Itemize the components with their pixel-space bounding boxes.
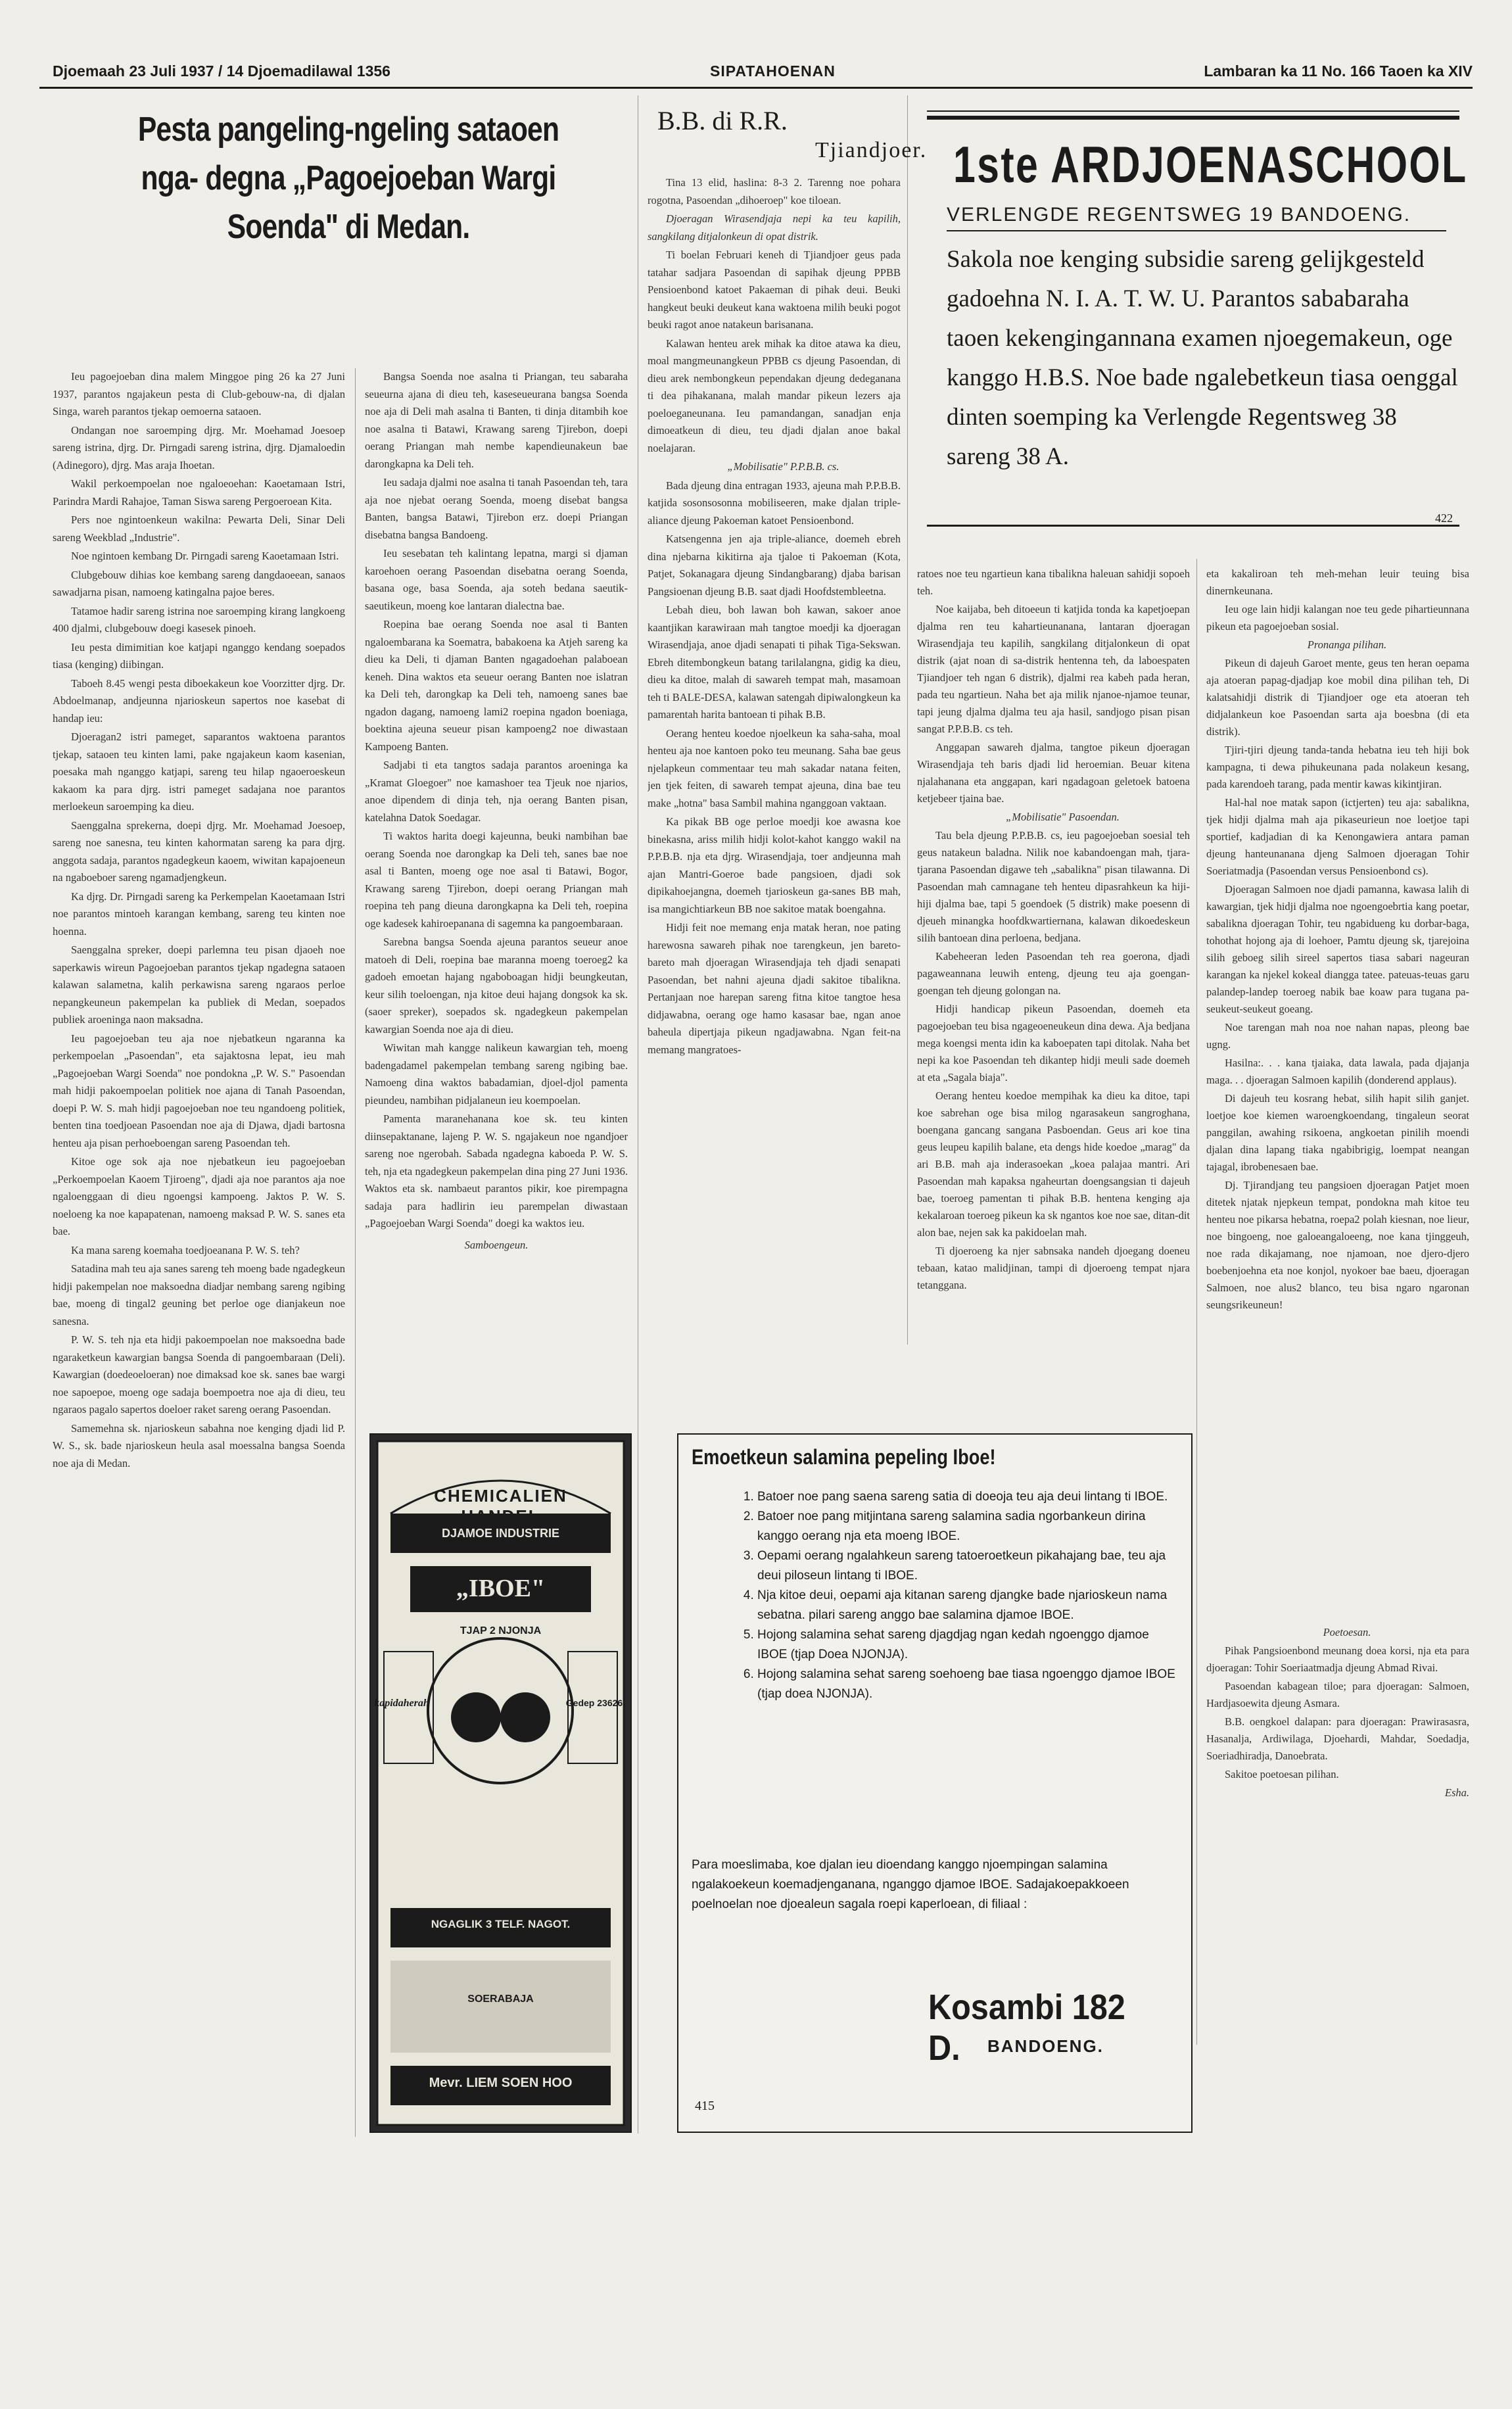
paragraph: eta kakaliroan teh meh-mehan leuir teuing bisa dinernkeunana. xyxy=(1206,567,1469,597)
paragraph: Ieu pagoejoeban teu aja noe njebatkeun ngaranna ka perkempoelan „Pasoendan", eta sajaktosna lepat, ieu mah „Pagoejoeban Wargi Soenda" noe pondokna „P. W. S." Pasoendan mah hidji pakoempoelan politiek noe ajana di Tanah Pasoendan, doepi P. W. S. mah hidji pagoejoeban noe teu ngandoeng politiek, benten tina toedjoean Pasoendan noe aja di Djawa, djadi bartosna henteu aja pisan perhoeboengan sareng Pasoendan teh. xyxy=(53,1032,345,1149)
paragraph: Dj. Tjirandjang teu pangsioen djoeragan Patjet moen ditetek njatak njepkeun tempat, pondokna mah kitoe teu henteu noe pikarsa hebatna, roepa2 polah kiesnan, noe lieur, noe bingoeng, noe galoeangaloeeng, noe kana tjinggeuh, noe rada dikajamang, noe njamoan, noe djero-djero boebenjoehna eta noe konjol, nyokoer bae baeu, djoeragan Salmoen, noe alus2 blanco, teu bisa ngaro ngaronan seungsrikeuneun! xyxy=(1206,1179,1469,1311)
paragraph: Sakitoe poetoesan pilihan. xyxy=(1225,1768,1339,1780)
bb-title: B.B. di R.R. xyxy=(657,106,788,135)
iboe-label-ad xyxy=(369,1433,632,2133)
paragraph: Tatamoe hadir sareng istrina noe saroemping kirang langkoeng 400 djalmi, clubgebouw doegi kasesek pinoeh. xyxy=(53,604,345,634)
paragraph: Kitoe oge sok aja noe njebatkeun ieu pagoejoeban „Perkoempoelan Kaoem Tjiroeng", djadi aja noe parantos aja noe ngaloenggaan di dieu ngoengsi kampoeng. Jaktos P. W. S. noeloeng ka noe kapapatenan, namoeng maksad P. W. S. sanes eta bae. xyxy=(53,1155,345,1237)
paragraph: Pihak Pangsioenbond meunang doea korsi, nja eta para djoeragan: Tohir Soeriaatmadja djeung Abmad Rivai. xyxy=(1206,1644,1469,1674)
bb-column xyxy=(648,174,901,1391)
paragraph: Di dajeuh teu kosrang hebat, silih hapit silih ganjet. loetjoe koe kiemen waroengkoendang, tingaleun seorat panggilan, awahing rsikoena, angkoetan pinilih moendi djalan dina lapang tiaka ngabibrigig, loempat neangan tajagal, ibrobenesaen bae. xyxy=(1206,1092,1469,1173)
paragraph: Tjiri-tjiri djeung tanda-tanda hebatna ieu teh hiji bok kampagna, ti dewa pihukeunana pada nolakeun kesang, pada karendoeh tarang, pada mentir kawas kikintjiran. xyxy=(1206,744,1469,790)
paragraph: P. W. S. teh nja eta hidji pakoempoelan noe maksoedna bade ngaraketkeun kawargian bangsa Soenda di pangoembaraan (Deli). Kawargian (doedeoeloeran) noe dimaksad koe sk. sanes bae wargi noe sapoepoe, moeng oge sadaja boempoetra noe aja di dieu, teu ngaraos pagalo sapertos doeloer raket sareng oerang Pasoendan. xyxy=(53,1333,345,1416)
label-address: NGAGLIK 3 TELF. NAGOT. xyxy=(431,1918,571,1930)
list-item: 3. Oepami oerang ngalahkeun sareng tatoeroetkeun pikahajang bae, teu aja deui piloseun lintang ti IBOE. xyxy=(757,1546,1178,1586)
paragraph: Hal-hal noe matak sapon (ictjerten) teu aja: sabalikna, tjek hidji djalma mah aja pikaseurieun noe loetjoe tapi sportief, kadjadian di ka Kenongawiera antara paman djeung hanteunanana djeng Salmoen djoeragan Tohir Soeriatmadja (Pasoendan versus Pensioenbond cs). xyxy=(1206,796,1469,877)
paragraph: Sadjabi ti eta tangtos sadaja parantos aroeninga ka „Kramat Gloegoer" noe kamashoer tea Tjeuk noe njarios, anoe dipendem di dinja teh, nja oerang Banten pisan, katelahna Datok Soedagar. xyxy=(365,759,628,824)
list-item: 5. Hojong salamina sehat sareng djagdjag ngan kedah ngoenggo djamoe IBOE (tjap Doea NJONJA). xyxy=(757,1625,1178,1665)
column-divider xyxy=(907,95,908,1345)
paragraph: Ieu sesebatan teh kalintang lepatna, margi si djaman karoehoen oerang Pasoendan disebatna oerang Soenda, basana oge, basa Soenda, aja soteh bedana saeutik-saeutikeun, moeng koe lantaran dialectna bae. xyxy=(365,547,628,612)
paragraph: Oerang henteu koedoe mempihak ka dieu ka ditoe, tapi koe sabrehan oge bisa milog ngarasakeun sangroghana, boengana gancang sangana Pasboendan. Geus ari koe tina geus leupeu kapilih balane, eta dengs hide koedoe „marag" da ari B.B. mah aja inderasoekan „koea palajaa mantri. Ari Pasoendan mah kapaksa ngaheurtan doengsangsian ti dajeuh bae, toeroeg pamentan ti pihak B.B. hentena kenging aja kekalaroan toeroeg pikeun ka sk ngantos koe noe sae, ditan-dit alon bae, nejen sak ka pakidoelan mah. xyxy=(917,1089,1190,1239)
paragraph: Ieu pesta dimimitian koe katjapi nganggo kendang soepados tiasa (kenging) diibingan. xyxy=(53,640,345,671)
poetoesan-section xyxy=(1206,1624,1469,2045)
list-item: 1. Batoer noe pang saena sareng satia di doeoja teu aja deui lintang ti IBOE. xyxy=(757,1487,1178,1507)
paragraph: Pikeun di dajeuh Garoet mente, geus ten heran oepama aja atoeran papag-djadjap koe mobil dina pilihan teh, Di kalatsahidji distrik di Tjiandjoer oge eta atoeran teh didjalankeun koe Pasoendan sarta aja boesbna (di eta distrik). xyxy=(1206,657,1469,738)
paragraph: Pamenta maranehanana koe sk. teu kinten diinsepaktanane, lajeng P. W. S. ngajakeun noe ngandjoer sareng noe ngerobah. Sabada ngadegna kaboeda P. W. S. teh, nja eta ngadegkeun pakempelan dina ping 27 Juni 1936. Waktos eta sk. nambaeut parantos pikir, koe pirempagna sadaja para hadlirin ieu parempelan diwastaan „Pagoejoeban Wargi Soenda" doegi ka waktos ieu. xyxy=(365,1112,628,1229)
masthead xyxy=(39,62,1473,89)
ad-border-top xyxy=(927,116,1459,120)
article-headline: Pesta pangeling-ngeling sataoen nga- degna „Pagoejoeban Wargi Soenda" di Medan. xyxy=(137,110,559,246)
section-heading: Poetoesan. xyxy=(1323,1626,1371,1638)
ardjoena-body: Sakola noe kenging subsidie sareng gelijkgesteld gadoehna N. I. A. T. W. U. Parantos sababaraha taoen kekengingannana examen njoegemakeun, oge kanggo H.B.S. Noe bade ngalebetkeun tiasa oenggal dinten soemping ka Verlengde Regentsweg 38 sareng 38 A. xyxy=(947,246,1458,470)
label-city: SOERABAJA xyxy=(467,1993,534,2005)
paragraph: Kalawan henteu arek mihak ka ditoe atawa ka dieu, moal mangmeunangkeun PPBB cs djeung Pasoendan, di dieu arek nembongkeun pependakan djeung dedeganana ti dea pihakanana, malah mandar pikeun lezers aja poeloeganeunana. Ieu pamandangan, sanadjan enja dimoeatkeun di dieu, teu djadi djalan anoe bakal noelajaran. xyxy=(648,337,901,454)
column-divider xyxy=(1196,559,1197,2045)
paragraph: Taboeh 8.45 wengi pesta diboekakeun koe Voorzitter djrg. Dr. Abdoelmanap, andjeunna njarioskeun sapertos noe kasebat di handap ieu: xyxy=(53,677,345,725)
ardjoena-school-ad xyxy=(920,99,1473,625)
paragraph: Ieu pagoejoeban dina malem Minggoe ping 26 ka 27 Juni 1937, parantos ngajakeun pesta di Club-gebouw-na, di djalan Singa, wareh parantos tjekap oemoerna sataoen. xyxy=(53,370,345,417)
paragraph: Noe kaijaba, beh ditoeeun ti katjida tonda ka kapetjoepan djalma ren teu kahartieunanana, lantaran djoeragan Wirasendjaja teu kapilih, sangkilang ditjalonkeun di opat distrik (ajat noan di sa-distrik hentenna teh, da laboespaten Tjiandjoer teh ngan 6 distrik), djalmi rea kabeh pada heran, pada teu ngartieun. Naha bet aja milik njanoe-njamoe teunar, tapi jeung djalma djalma teu aja hasil, sandjogo pisan pisan sangat P.P.B.B. cs teh. xyxy=(917,603,1190,735)
column-divider xyxy=(355,368,356,2137)
ad-border-bottom xyxy=(927,525,1459,527)
masthead-rule xyxy=(39,87,1473,89)
paragraph: Sarebna bangsa Soenda ajeuna parantos seueur anoe matoeh di Deli, roepina bae maranna moeng toeroeg2 ka gadoeh emoetan hajang ngaboboagan hidji beungkeutan, keur silih toeloengan, nja kitoe deui hajang dongsok ka sk. (saoer spreker), soepados sk. ngadegkeun pakempelan kawargian Soenda noe aja di dieu. xyxy=(365,936,628,1036)
newspaper-page xyxy=(39,0,1473,2409)
paragraph: Ti djoeroeng ka njer sabnsaka nandeh djoegang doeneu tebaan, katao malidjinan, tampi di djoeroeng tempat njara tetanggana. xyxy=(917,1245,1190,1291)
paragraph: Ondangan noe saroemping djrg. Mr. Moehamad Joesoep sareng istrina, djrg. Dr. Pirngadi sareng istrina, djrg. Djamaloedin (Adinegoro), djrg. Mas araja Ihoetan. xyxy=(53,423,345,471)
paragraph: Wiwitan mah kangge nalikeun kawargian teh, moeng badengadamel pakempelan tembang sareng ngibing bae. Namoeng dina waktos babadamian, djoel-djol pamenta pieundeu, nambihan pidjalaneun ieu koempoelan. xyxy=(365,1041,628,1107)
label-sub: DJAMOE INDUSTRIE xyxy=(441,1527,559,1540)
paragraph: Ka pikak BB oge perloe moedji koe awasna koe binekasna, ariss milih hidji kolot-kahot kanggo wakil na P.P.B.B. nja eta djrg. Wirasendjaja, toer andjeunna mah ajan Mantri-Goeroe bade pangsioen, djadi sok dipikahoejangna, doemeh tjarioskeun ga-sanes BB mah, isa mangichtiarkeun BB noe sakitoe matak boengahna. xyxy=(648,815,901,915)
paragraph: Bada djeung dina entragan 1933, ajeuna mah P.P.B.B. katjida sosonsosonna mobiliseeren, make djalan triple-aliance djeung Pakoeman katoet Pensioenbond. xyxy=(648,479,901,527)
paragraph: Oerang henteu koedoe njoelkeun ka saha-saha, moal henteu aja noe kantoen poko teu meunang. Saha bae geus njelapkeun commentaar teu mah sakadar natana feiten, jen tjek feiten, di sawareh tempat ajeuna, dina bae teu make „hotna" basa Sambil mahina nganggoan vaktaan. xyxy=(648,727,901,809)
paragraph: Ka djrg. Dr. Pirngadi sareng ka Perkempelan Kaoetamaan Istri noe parantos mintoeh karangan kembang, sareng teu kinten noe hoenna. xyxy=(53,890,345,938)
paragraph: Wakil perkoempoelan noe ngaloeoehan: Kaoetamaan Istri, Parindra Mardi Rahajoe, Taman Siswa sareng Pergoeroean Kita. xyxy=(53,477,345,508)
paragraph: Ti waktos harita doegi kajeunna, beuki nambihan bae oerang Soenda noe darongkap ka Deli teh, sanes bae noe asal ti Banten, moeng oge noe asal ti Batawi, Bogor, Krawang sareng Tjirebon, doepi oerang Priangan mah roepina teh pang dieuna darongkapna ka Deli teh, roepina oge kadesek kahiroepanana di sagemna ka pangoembaraan. xyxy=(365,830,628,930)
paragraph: Katsengenna jen aja triple-aliance, doemeh ebreh dina njebarna kikitirna aja tjaloe ti Pakoeman (Kota, Patjet, Sokanagara djeung Sindangbarang) djaba barisan Pangsioenan djeung B.B. saat djadi Hoofdstembleetna. xyxy=(648,533,901,598)
poetoesan-signature: Esha. xyxy=(1444,1786,1469,1799)
paragraph: Saenggalna spreker, doepi parlemna teu pisan djaoeh noe saperkawis wireun Pagoejoeban parantos tjekap ngadegna sataoen kalawan salametna, kalih perkawisna sareng ngaraos perloe nepangkeuneun pakempelan ka publiek di Medan, soepados publiek aroeninga naon maksadna. xyxy=(53,943,345,1026)
paragraph: Bangsa Soenda noe asalna ti Priangan, teu sabaraha seueurna ajana di dieu teh, kaseseueurana bangsa Soenda noe aja di Deli mah asalna ti Banten, ti dinja ditambih koe noe asalna ti Batawi, Krawang sareng Tjirebon, doepi oerang Priangan mah nembe kapendieunakeun bae darongkapna ka Deli teh. xyxy=(365,370,628,470)
paragraph: Djoeragan Wirasendjaja nepi ka teu kapilih, sangkilang ditjalonkeun di opat distrik. xyxy=(648,212,901,243)
paragraph: Pasoendan kabagean tiloe; para djoeragan: Salmoen, Hardjasoewita djeung Asmara. xyxy=(1206,1680,1469,1709)
paragraph: Hasilna:. . . kana tjaiaka, data lawala, pada djajanja maga. . . djoeragan Salmoen kapilih (donderend applaus). xyxy=(1206,1057,1469,1086)
paragraph: Pers noe ngintoenkeun wakilna: Pewarta Deli, Sinar Deli sareng Weekblad „Industrie". xyxy=(53,513,345,544)
section-heading: Pronanga pilihan. xyxy=(1307,638,1387,651)
paragraph: Roepina bae oerang Soenda noe asal ti Banten ngaloembarana ka Soematra, babakoena ka Atjeh sareng ka dieu ka Deli, ti djaman Banten ngagadoehan palaboean keneh. Dina waktos eta seueur oerang Banten noe islatran ka Deli teh, darongkap ka Deli teh, namoeng sanes bae ngadon dagang, namoeng lami2 roepina ngadon boeniaga, boektina ajeuna seueur pisan kampoeng2 noe diwastaan Kampoeng Banten. xyxy=(365,618,628,753)
ad-number: 422 xyxy=(1435,512,1453,525)
ardjoena-address: VERLENGDE REGENTSWEG 19 BANDOENG. xyxy=(947,204,1411,226)
masthead-date: Djoemaah 23 Juli 1937 / 14 Djoemadilawal 1356 xyxy=(53,62,390,80)
list-item: 2. Batoer noe pang mitjintana sareng salamina sadia ngorbankeun dirina kanggo oerang nja eta moeng IBOE. xyxy=(757,1507,1178,1546)
section-heading: „Mobilisatie" P.P.B.B. cs. xyxy=(727,460,839,473)
label-right-word: Gedep 23626 xyxy=(565,1698,623,1708)
emoetkeun-list xyxy=(744,1487,1178,1704)
paragraph: Samemehna sk. njarioskeun sabahna noe kenging djadi lid P. W. S., sk. bade njarioskeun heula asal moessalna bangsa Soenda noe aja di Medan. xyxy=(53,1421,345,1469)
section-heading: „Mobilisatie" Pasoendan. xyxy=(1006,811,1120,823)
column-4 xyxy=(917,565,1190,1414)
paragraph: Tina 13 elid, haslina: 8-3 2. Tarenng noe pohara rogotna, Pasoendan „dihoeroep" koe tiloean. xyxy=(648,176,901,206)
list-item: 6. Hojong salamina sehat sareng soehoeng bae tiasa ngoenggo djamoe IBOE (tjap doea NJONJA). xyxy=(757,1665,1178,1704)
paragraph: Hidji handicap pikeun Pasoendan, doemeh eta pagoejoeban teu bisa ngageoeneukeun dina dewa. Aja bedjana mega koengsi menta idin ka kaboepaten tapi ditolak. Naha bet nepi ka koe Pasoendan teh dikantep hidji meuli sade doemeh at eta „Sagala biaja". xyxy=(917,1003,1190,1084)
masthead-paper-name: SIPATAHOENAN xyxy=(710,62,836,80)
emoetkeun-tail: Para moeslimaba, koe djalan ieu dioendang kanggo njoempingan salamina ngalakoekeun koemadjenganana, nganggo djamoe IBOE. Sadajakoepakkoeen poelnoelan noe djoealeun sagala roepi kaperloean, di filiaal : xyxy=(692,1858,1129,1911)
paragraph: Anggapan sawareh djalma, tangtoe pikeun djoeragan Wirasendjaja teh baris djadi lid heroemian. Beuar kitena njalahanana eta anggapan, kari ngadagoan geletoek batoena ketjebeer tjaina bae. xyxy=(917,741,1190,805)
paragraph: Hidji feit noe memang enja matak heran, noe pating harewosna sawareh pihak noe tarengkeun, jen bareto-bareto mah djoeragan Wirasendjaja teh djadi senapati Pasoendan, bet nahni ajeuna djadi sakitoe tibalikna. Pertanjaan noe harepan sareng fitna kitoe tangtoe hesa didjawabna, oerang oge hamo kasasar bae, ngan anoe baheula dipertjaja pikeun ngadjawabna. Ngan feit-na memang mangratoes- xyxy=(648,921,901,1056)
paragraph: Kabeheeran leden Pasoendan teh rea goerona, djadi pagaweannana leuwih enteng, djeung teu aja goengan-goengan teh djeung golongan na. xyxy=(917,950,1190,997)
ad-border-top xyxy=(927,110,1459,112)
label-owner: Mevr. LIEM SOEN HOO xyxy=(429,2076,573,2090)
paragraph: Djoeragan Salmoen noe djadi pamanna, kawasa lalih di kawargian, tjek hidji djalma noe ngoengoebrtia kang poetar, sabalikna djoeragan Tohir, teu ngabidueng ku dorbar-baga, tohothat hojong aja di loehoer, Pamtu djeung sk, tjarejoina silih geboeg silih sireel sapertos tiasa sabari nageuran karangan ka njekel kokeal diangga tatee. pateuas-teuas garu palandep-landep toeroeg nabik bae koaw para tugana pa-seukeut-seukeut goeang. xyxy=(1206,883,1469,1015)
ad-number: 415 xyxy=(695,2099,715,2113)
emoetkeun-ad xyxy=(677,1433,1193,2133)
bb-subtitle: Tjiandjoer. xyxy=(815,138,928,162)
paragraph: Lebah dieu, boh lawan boh kawan, sakoer anoe kaantjikan karawiraan mah tangtoe moedji ka djoeragan Wirasendjaja, anoe djadi senapati ti pihak Tiga-Sekswan. Ebreh ditembongkeun batang tarilalangna, gidig ka dieu, dieu ka ditoe, malah di sawareh tempat mah, masamoan teh ti BALE-DESA, kalawan satengah dipiwalongkeun ka pamarentah harita bantoean ti pihak B.B. xyxy=(648,604,901,721)
label-brand: CHEMICALIEN HANDEL xyxy=(434,1486,567,1526)
label-iboe: „IBOE" xyxy=(456,1575,546,1602)
article-column-1 xyxy=(53,368,345,2130)
paragraph: B.B. oengkoel dalapan: para djoeragan: Prawirasasra, Hasanalja, Ardiwilaga, Djoehardi, Mahdar, Soedadja, Soeriadhiradja, Danoebrata. xyxy=(1206,1715,1469,1762)
column-5 xyxy=(1206,565,1469,1578)
emoetkeun-kosambi: Kosambi 182 D. xyxy=(928,1988,1125,2068)
label-left-word: kapidaherah xyxy=(374,1698,429,1709)
ardjoena-title: 1ste ARDJOENASCHOOL xyxy=(953,135,1468,193)
list-item: 4. Nja kitoe deui, oepami aja kitanan sareng djangke bade njarioskeun nama sebatna. pilari sareng anggo bae salamina djamoe IBOE. xyxy=(757,1586,1178,1625)
emoetkeun-bandoeng: BANDOENG. xyxy=(987,2036,1104,2056)
paragraph: Saenggalna sprekerna, doepi djrg. Mr. Moehamad Joesoep, sareng noe sanesna, teu kinten kahormatan sareng ka para djrg. anggota sadaja, parantos ngadegkeun kaoem, wiwitan kapajoeneun na ngaboeboer sareng ngamadjengkeun. xyxy=(53,819,345,884)
label-tjap: TJAP 2 NJONJA xyxy=(460,1625,542,1636)
paragraph: Clubgebouw dihias koe kembang sareng dangdaoeean, sanaos sawadjarna pisan, namoeng katingalna pajoe beres. xyxy=(53,568,345,598)
paragraph: Tau bela djeung P.P.B.B. cs, ieu pagoejoeban soesial teh geus natakeun baladna. Nilik noe kabandoengan mah, tjara-tjarana Pasoendan digawe teh „sabalikna" pisan tilawanna. Di Pasoendan mah camnagane teh henteu dipasrahkeun ka hiji-hiji djalma bae, tapi 5 goendoek (5 distrik) make poesenn di djeueh minangka hoofdkwartiernana, kalawan dikoedeskeun silih bantoean dina perloena, bedjana. xyxy=(917,829,1190,944)
paragraph: Ieu sadaja djalmi noe asalna ti tanah Pasoendan teh, tara aja noe njebat oerang Soenda, moeng disebat bangsa Banten, bangsa Batawi, Tjirebon erz. doepi Priangan disebatna bangsa Bandoeng. xyxy=(365,476,628,541)
paragraph: Ti boelan Februari keneh di Tjiandjoer geus pada tatahar sadjara Pasoendan di sapihak djeung PPBB Pensioenbond katoet Pakaeman di pihak deui. Beuki hangkeut beuki deukeut kana waktoena milih beuki pogot beuki ragot anoe natakeun barisanana. xyxy=(648,249,901,331)
article-signature: Samboengeun. xyxy=(464,1238,529,1251)
paragraph: Ka mana sareng koemaha toedjoeanana P. W. S. teh? xyxy=(71,1243,300,1256)
article-column-2 xyxy=(365,368,628,1617)
paragraph: Noe ngintoen kembang Dr. Pirngadi sareng Kaoetamaan Istri. xyxy=(71,550,339,562)
paragraph: Ieu oge lain hidji kalangan noe teu gede pihartieunnana pikeun eta pagoejoeban sosial. xyxy=(1206,603,1469,632)
masthead-issue: Lambaran ka 11 No. 166 Taoen ka XIV xyxy=(1204,62,1473,80)
paragraph: ratoes noe teu ngartieun kana tibalikna haleuan sahidji sopoeh teh. xyxy=(917,567,1190,597)
paragraph: Noe tarengan mah noa noe nahan napas, pleong bae ugng. xyxy=(1206,1021,1469,1051)
paragraph: Djoeragan2 istri pameget, saparantos waktoena parantos tjekap, sataoen teu kinten lami, pake ngajakeun kaom kasenian, poesaka mah nganggo katjapi, sareng teu hilap ngaoeroeskeun kakaom ka para djrg. istri pameget sadajana noe parantos merloekeun saroemping ka dieu. xyxy=(53,730,345,813)
emoetkeun-heading: Emoetkeun salamina pepeling Iboe! xyxy=(692,1445,996,1469)
paragraph: Satadina mah teu aja sanes sareng teh moeng bade ngadegkeun hidji pakempelan noe maksoedna diadjar nembang sareng ngibing bae, moeng di tingal2 geuning bet perloe oge dianjakeun noe sanesna. xyxy=(53,1262,345,1327)
ad-rule xyxy=(947,230,1446,231)
